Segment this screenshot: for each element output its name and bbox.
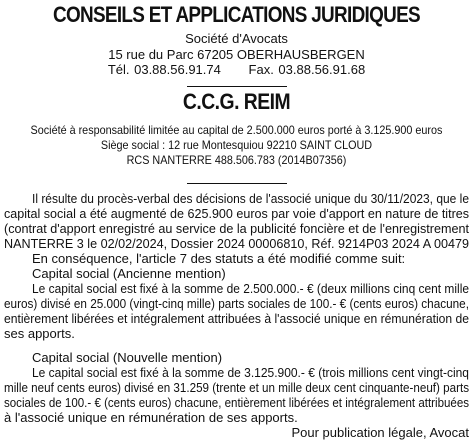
body-line: entièrement libérées et intégralement attribuées à l'associé unique en rémunération de [4, 311, 470, 326]
body-line: à l'associé unique en rémunération de ses apports. [4, 410, 298, 425]
company-rcs: RCS NANTERRE 488.506.783 (2014B07356) [126, 153, 347, 167]
company-name: C.C.G. REIM [182, 89, 291, 114]
body-line: capital social a été augmenté de 625.900 euros par voie d'apport en nature de titres [4, 206, 470, 221]
body-line: NANTERRE 3 le 02/02/2024, Dossier 2024 00006810, Réf. 9214P03 2024 A 00479 [4, 236, 469, 251]
body-line: Il résulte du procès-verbal des décisions de l'associé unique du 30/11/2023, que le [32, 191, 469, 206]
body-line: En conséquence, l'article 7 des statuts a été modifié comme suit: [32, 251, 406, 266]
body-line: mille neuf cents euros) divisé en 31.259 (trente et un mille deux cent cinquante-neuf) parts [4, 380, 470, 395]
body-line: Le capital social est fixé à la somme de 3.125.900.- € (trois millions cent vingt-cinq [32, 365, 469, 380]
signature-line: Pour publication légale, Avocat [291, 425, 469, 440]
old-capital-heading: Capital social (Ancienne mention) [32, 266, 226, 281]
body-line: (contrat d'apport enregistré au service de la publicité foncière et de l'enregistrement [4, 221, 470, 236]
firm-address: 15 rue du Parc 67205 OBERHAUSBERGEN [108, 47, 365, 62]
divider-middle [187, 183, 287, 184]
body-line: sociales de 100.- € (cents euros) chacune, entièrement libérées et intégralement attribuées [4, 395, 470, 410]
company-legal-form: Société à responsabilité limitée au capital de 2.500.000 euros porté à 3.125.900 euros [30, 123, 443, 137]
firm-title: CONSEILS ET APPLICATIONS JURIDIQUES [53, 2, 420, 27]
body-line: ses apports. [4, 326, 75, 341]
divider-top [187, 86, 287, 87]
company-seat: Siège social : 12 rue Montesquiou 92210 SAINT CLOUD [100, 138, 373, 152]
firm-contact: Tél. 03.88.56.91.74 Fax. 03.88.56.91.68 [107, 62, 366, 77]
body-line: Le capital social est fixé à la somme de 2.500.000.- € (deux millions cinq cent mille [32, 281, 470, 296]
firm-type: Société d'Avocats [185, 31, 288, 46]
new-capital-heading: Capital social (Nouvelle mention) [32, 350, 223, 365]
body-line: euros) divisé en 25.000 (vingt-cinq mille) parts sociales de 100.- € (cents euros) chacune, [4, 296, 469, 311]
